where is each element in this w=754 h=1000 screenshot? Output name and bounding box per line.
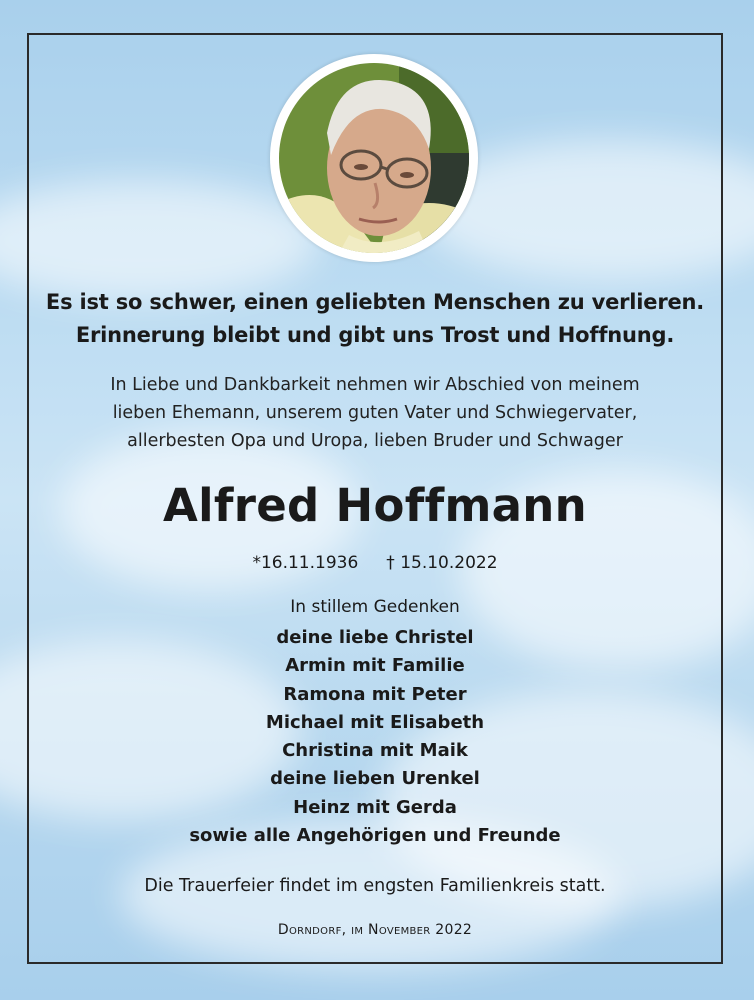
mourners-list <box>27 624 723 850</box>
portrait-image <box>279 63 469 253</box>
mourner-entry: Armin mit Familie <box>285 655 465 677</box>
mourner-entry: deine liebe Christel <box>276 627 474 648</box>
birth-date: *16.11.1936 <box>252 553 359 573</box>
portrait-photo <box>270 54 478 262</box>
death-date: † 15.10.2022 <box>386 553 498 573</box>
mourner-entry: Michael mit Elisabeth <box>265 711 485 733</box>
mourner-entry: deine lieben Urenkel <box>270 768 480 790</box>
intro-line-1: In Liebe und Dankbarkeit nehmen wir Abschied von meinem <box>110 375 640 395</box>
life-dates <box>27 549 723 577</box>
mourner-entry: Christina mit Maik <box>282 740 468 762</box>
deceased-name: Alfred Hoffmann <box>163 479 587 532</box>
ceremony-note: Die Trauerfeier findet im engsten Familienkreis statt. <box>144 876 606 896</box>
intro-line-3: allerbesten Opa und Uropa, lieben Bruder und Schwager <box>127 431 623 451</box>
place-and-date: Dorndorf, im November 2022 <box>277 922 473 938</box>
motto <box>27 286 723 352</box>
intro-text <box>27 371 723 455</box>
mourner-entry: Ramona mit Peter <box>283 683 467 705</box>
intro-line-2: lieben Ehemann, unserem guten Vater und Schwiegervater, <box>112 403 638 423</box>
mourner-entry: Heinz mit Gerda <box>293 796 457 818</box>
mourner-entry: sowie alle Angehörigen und Freunde <box>189 825 561 847</box>
remembrance-heading: In stillem Gedenken <box>290 597 460 617</box>
motto-line-1: Es ist so schwer, einen geliebten Menschen zu verlieren. <box>45 290 705 314</box>
motto-line-2: Erinnerung bleibt und gibt uns Trost und Hoffnung. <box>75 323 675 347</box>
